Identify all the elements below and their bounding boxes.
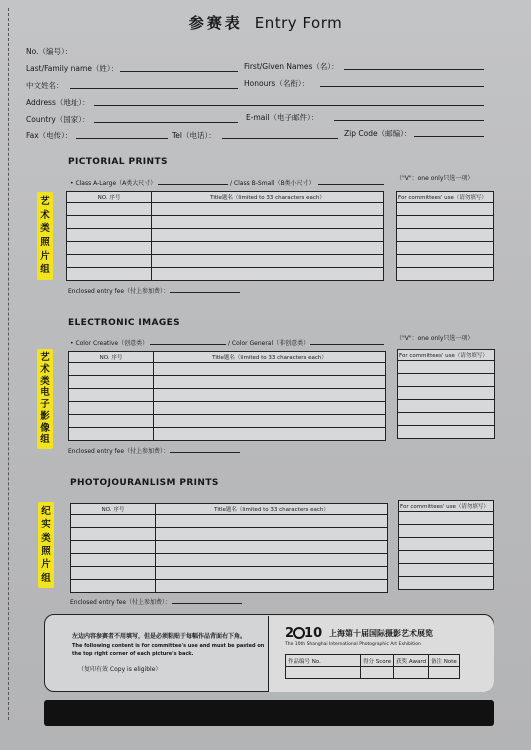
tag-char: 类 (40, 223, 50, 235)
table-row (398, 374, 495, 387)
table-row (397, 203, 494, 216)
table-row (398, 387, 495, 400)
table-row[interactable] (71, 567, 388, 580)
cn-name-label: 中文姓名： (26, 81, 64, 90)
photojournalism-entry-table (70, 503, 388, 593)
pictorial-option-a-line[interactable] (158, 184, 228, 185)
table-row (397, 242, 494, 255)
table-row[interactable] (71, 528, 388, 541)
fax-label: Fax（电传）： (26, 131, 73, 140)
table-row[interactable] (69, 402, 386, 415)
table-row[interactable] (69, 389, 386, 402)
title-header: Title题名（limited to 33 characters each） (152, 192, 384, 203)
table-row[interactable] (67, 268, 384, 281)
no-header: NO. 序号 (71, 504, 156, 515)
committee-header: For committees' use（请勿填写） (397, 192, 494, 203)
copy-eligible-note: （复印有效 Copy is eligible） (78, 666, 162, 673)
committee-header: For committees' use（请勿填写） (399, 501, 494, 512)
table-row[interactable] (67, 255, 384, 268)
col-award: 获奖 Award (394, 655, 429, 667)
fax-field[interactable] (76, 138, 168, 139)
pictorial-option-a[interactable]: • Class A-Large（A类大尺寸） (70, 180, 157, 187)
footer-note-cn: 左边内容参赛者不用填写，但是必须粘贴于每幅作品背面右下角。 (72, 633, 247, 640)
electronic-option-general-line[interactable] (310, 344, 384, 345)
table-row[interactable] (67, 229, 384, 242)
pictorial-option-b-line[interactable] (318, 184, 384, 185)
no-header: NO. 序号 (69, 352, 154, 363)
form-title (0, 12, 531, 33)
black-bar (44, 700, 494, 726)
exhibition-name-cn: 上海第十届国际摄影艺术展览 (329, 629, 433, 638)
electronic-entry-table (68, 351, 386, 441)
electronic-title: ELECTRONIC IMAGES (68, 318, 181, 328)
table-row (397, 268, 494, 281)
table-row (397, 255, 494, 268)
table-row[interactable] (71, 554, 388, 567)
zip-label: Zip Code（邮编）： (344, 129, 412, 138)
table-row (399, 525, 494, 538)
country-label: Country（国家）： (26, 115, 90, 124)
footer-note-en-1: The following content is for committee's use and must be pasted on (72, 643, 265, 649)
tag-char: 纪 (41, 505, 51, 517)
photojournalism-tag (38, 502, 54, 588)
tag-char: 艺 (40, 352, 50, 364)
table-row[interactable] (67, 203, 384, 216)
country-field[interactable] (94, 122, 238, 123)
address-label: Address（地址）： (26, 98, 90, 107)
zip-field[interactable] (414, 136, 484, 137)
table-row[interactable] (69, 415, 386, 428)
electronic-option-creative[interactable]: • Color Creative（创意类） (70, 340, 149, 347)
title-header: Title题名（limited to 33 characters each） (156, 504, 388, 515)
tag-char: 子 (40, 399, 50, 411)
table-row (397, 229, 494, 242)
no-header: NO. 序号 (67, 192, 152, 203)
committee-header: For committees' use（请勿填写） (398, 350, 495, 361)
table-row[interactable] (69, 376, 386, 389)
pictorial-committee-table (396, 191, 494, 281)
table-row[interactable] (69, 428, 386, 441)
form-title-cn: 参赛表 (188, 14, 243, 32)
perforation-line (8, 8, 9, 720)
col-no: 作品编号 No. (286, 655, 361, 667)
tag-char: 组 (41, 572, 51, 584)
table-row (398, 400, 495, 413)
table-row[interactable] (71, 580, 388, 593)
col-score: 得分 Score (361, 655, 394, 667)
form-title-en: Entry Form (254, 14, 343, 32)
photojournalism-committee-table (398, 500, 494, 590)
table-row[interactable] (67, 242, 384, 255)
address-field[interactable] (94, 105, 484, 106)
photojournalism-fee-field[interactable] (172, 603, 242, 604)
table-row (398, 361, 495, 374)
table-row[interactable] (71, 515, 388, 528)
electronic-committee-table (397, 349, 495, 439)
table-row[interactable] (71, 541, 388, 554)
photojournalism-fee-label: Enclosed entry fee（付上参加费）： (70, 599, 172, 606)
pictorial-option-b[interactable]: / Class B-Small（B类小尺寸） (230, 180, 315, 187)
table-row[interactable] (67, 216, 384, 229)
table-row (399, 538, 494, 551)
tag-char: 组 (40, 264, 50, 276)
tag-char: 电 (40, 387, 50, 399)
first-name-label: First/Given Names（名）： (244, 62, 339, 71)
logo-year-b: 10 (304, 626, 323, 641)
tag-char: 术 (40, 209, 50, 221)
table-row (397, 216, 494, 229)
cn-name-field[interactable] (70, 88, 238, 89)
table-row (286, 667, 460, 679)
tel-field[interactable] (222, 138, 338, 139)
pictorial-tag (37, 192, 53, 280)
email-field[interactable] (334, 120, 484, 121)
tag-char: 片 (41, 559, 51, 571)
electronic-option-general[interactable]: / Color General（非创意类） (228, 340, 310, 347)
tag-char: 像 (40, 422, 50, 434)
tel-label: Tel（电话）： (172, 131, 216, 140)
table-row[interactable] (69, 363, 386, 376)
electronic-option-creative-line[interactable] (150, 344, 226, 345)
exhibition-logo (285, 626, 322, 641)
tag-char: 组 (40, 434, 50, 446)
electronic-tag (37, 349, 53, 449)
exhibition-label (268, 616, 494, 692)
tag-char: 片 (40, 250, 50, 262)
pictorial-one-only: （"V"：one only只选一项） (396, 175, 474, 182)
pictorial-fee-label: Enclosed entry fee（付上参加费）： (68, 288, 170, 295)
table-row (399, 512, 494, 525)
tag-char: 照 (41, 545, 51, 557)
score-table (285, 654, 460, 679)
tag-char: 影 (40, 410, 50, 422)
electronic-one-only: （"V"：one only只选一项） (396, 335, 474, 342)
footer-note-en-2: the top right corner of each picture's back. (72, 651, 194, 657)
pictorial-title: PICTORIAL PRINTS (68, 157, 168, 167)
pictorial-entry-table (66, 191, 384, 281)
tag-char: 实 (41, 519, 51, 531)
table-row (399, 564, 494, 577)
tag-char: 类 (40, 375, 50, 387)
email-label: E-mail（电子邮件）： (246, 113, 319, 122)
honours-field[interactable] (320, 86, 484, 87)
tag-char: 艺 (40, 196, 50, 208)
tag-char: 照 (40, 237, 50, 249)
logo-year-a: 2 (285, 626, 295, 641)
tag-char: 术 (40, 363, 50, 375)
electronic-fee-label: Enclosed entry fee（付上参加费）： (68, 448, 170, 455)
table-row (398, 426, 495, 439)
electronic-fee-field[interactable] (170, 452, 240, 453)
honours-label: Honours（名衔）： (244, 79, 310, 88)
exhibition-name-en: The 10th Shanghai International Photographic Art Exhibition (285, 642, 421, 647)
table-row (399, 551, 494, 564)
first-name-field[interactable] (344, 69, 484, 70)
pictorial-fee-field[interactable] (170, 292, 240, 293)
photojournalism-title: PHOTOJOURANLISM PRINTS (70, 478, 219, 488)
title-header: Title题名（limited to 33 characters each） (154, 352, 386, 363)
table-row (398, 413, 495, 426)
table-row (399, 577, 494, 590)
no-label: No.（编号）： (26, 47, 73, 56)
last-name-label: Last/Family name（姓）： (26, 64, 119, 73)
tag-char: 类 (41, 532, 51, 544)
col-note: 备注 Note (428, 655, 459, 667)
last-name-field[interactable] (120, 71, 238, 72)
